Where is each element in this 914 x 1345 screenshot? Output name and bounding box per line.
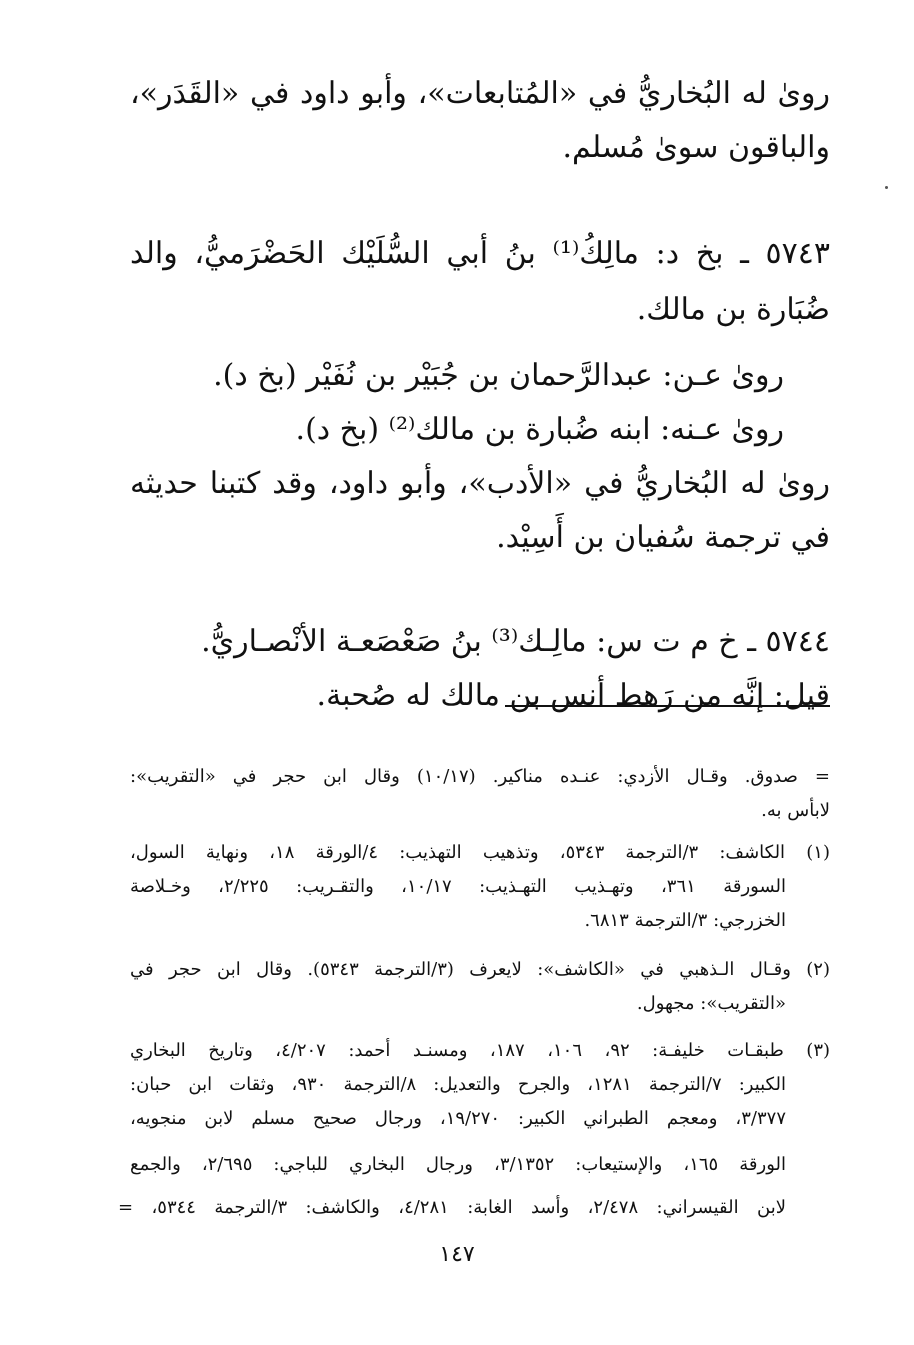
footnote-3-line-3: ٣/٣٧٧، ومعجم الطبراني الكبير: ١٩/٢٧٠، ورجال صحيح مسلم لابن منجويه، [130,1108,786,1129]
footnote-1-line-1: (١) الكاشف: ٣/الترجمة ٥٣٤٣، وتذهيب التهذيب: ٤/الورقة ١٨، ونهاية السول، [130,842,830,863]
entry-5743-line-2: ضُبَارة بن مالك. [636,292,830,327]
footnote-1-line-3: الخزرجي: ٣/الترجمة ٦٨١٣. [584,910,786,931]
entry-5744-heading: ٥٧٤٤ ـ خ م ت س: مالِـك⁽³⁾ بنُ صَعْصَعـة الأنْصـاريُّ. [201,624,830,659]
footnote-2-line-2: «التقريب»: مجهول. [636,993,786,1014]
footnote-continuation-line-2: لابأس به. [761,800,830,821]
speck-mark [885,186,888,189]
entry-5743-narrated-from: روىٰ عـن: عبدالرَّحمان بن جُبَيْر بن نُفَيْر (بخ د). [213,358,784,393]
footnote-1-line-2: السورقة ٣٦١، وتهـذيب التهـذيب: ١٠/١٧، والتقـريب: ٢/٢٢٥، وخـلاصة [130,876,786,897]
footnote-3-line-2: الكبير: ٧/الترجمة ١٢٨١، والجرح والتعديل: ٨/الترجمة ٩٣٠، وثقات ابن حبان: [130,1074,786,1095]
footnote-3-line-5: لابن القيسراني: ٢/٤٧٨، وأسد الغابة: ٤/٢٨١، والكاشف: ٣/الترجمة ٥٣٤٤، = [118,1197,786,1218]
page-number: ١٤٧ [439,1242,475,1267]
entry-5743-narrated-by: روىٰ عـنه: ابنه ضُبارة بن مالك⁽²⁾ (بخ د). [295,412,784,447]
footnote-2-line-1: (٢) وقـال الـذهبي في «الكاشف»: لايعرف (٣/الترجمة ٥٣٤٣). وقال ابن حجر في [130,959,830,980]
entry-5743-heading: ٥٧٤٣ ـ بخ د: مالِكُ⁽¹⁾ بنُ أبي السُّلَيْك الحَضْرَميُّ، والد [130,236,830,271]
entry-5743-line-5: روىٰ له البُخاريُّ في «الأدب»، وأبو داود، وقد كتبنا حديثه [130,466,830,501]
footnote-continuation-line-1: = صدوق. وقـال الأزدي: عنـده مناكير. (١٠/١٧) وقال ابن حجر في «التقريب»: [130,766,831,787]
entry-5743-line-6: في ترجمة سُفيان بن أَسِيْد. [496,520,830,555]
footnote-separator [505,705,830,707]
footnote-3-line-4: الورقة ١٦٥، والإستيعاب: ٣/١٣٥٢، ورجال البخاري للباجي: ٢/٦٩٥، والجمع [130,1154,786,1175]
entry-top-line-1: روىٰ له البُخاريُّ في «المُتابعات»، وأبو داود في «القَدَر»، [130,76,830,111]
footnote-3-line-1: (٣) طبقـات خليفـة: ٩٢، ١٠٦، ١٨٧، ومسنـد أحمد: ٤/٢٠٧، وتاريخ البخاري [130,1040,831,1061]
entry-top-line-2: والباقون سوىٰ مُسلم. [562,130,830,165]
entry-5744-line-2: قيل: إنَّه من رَهط أنس بن مالك له صُحبة. [316,678,830,713]
